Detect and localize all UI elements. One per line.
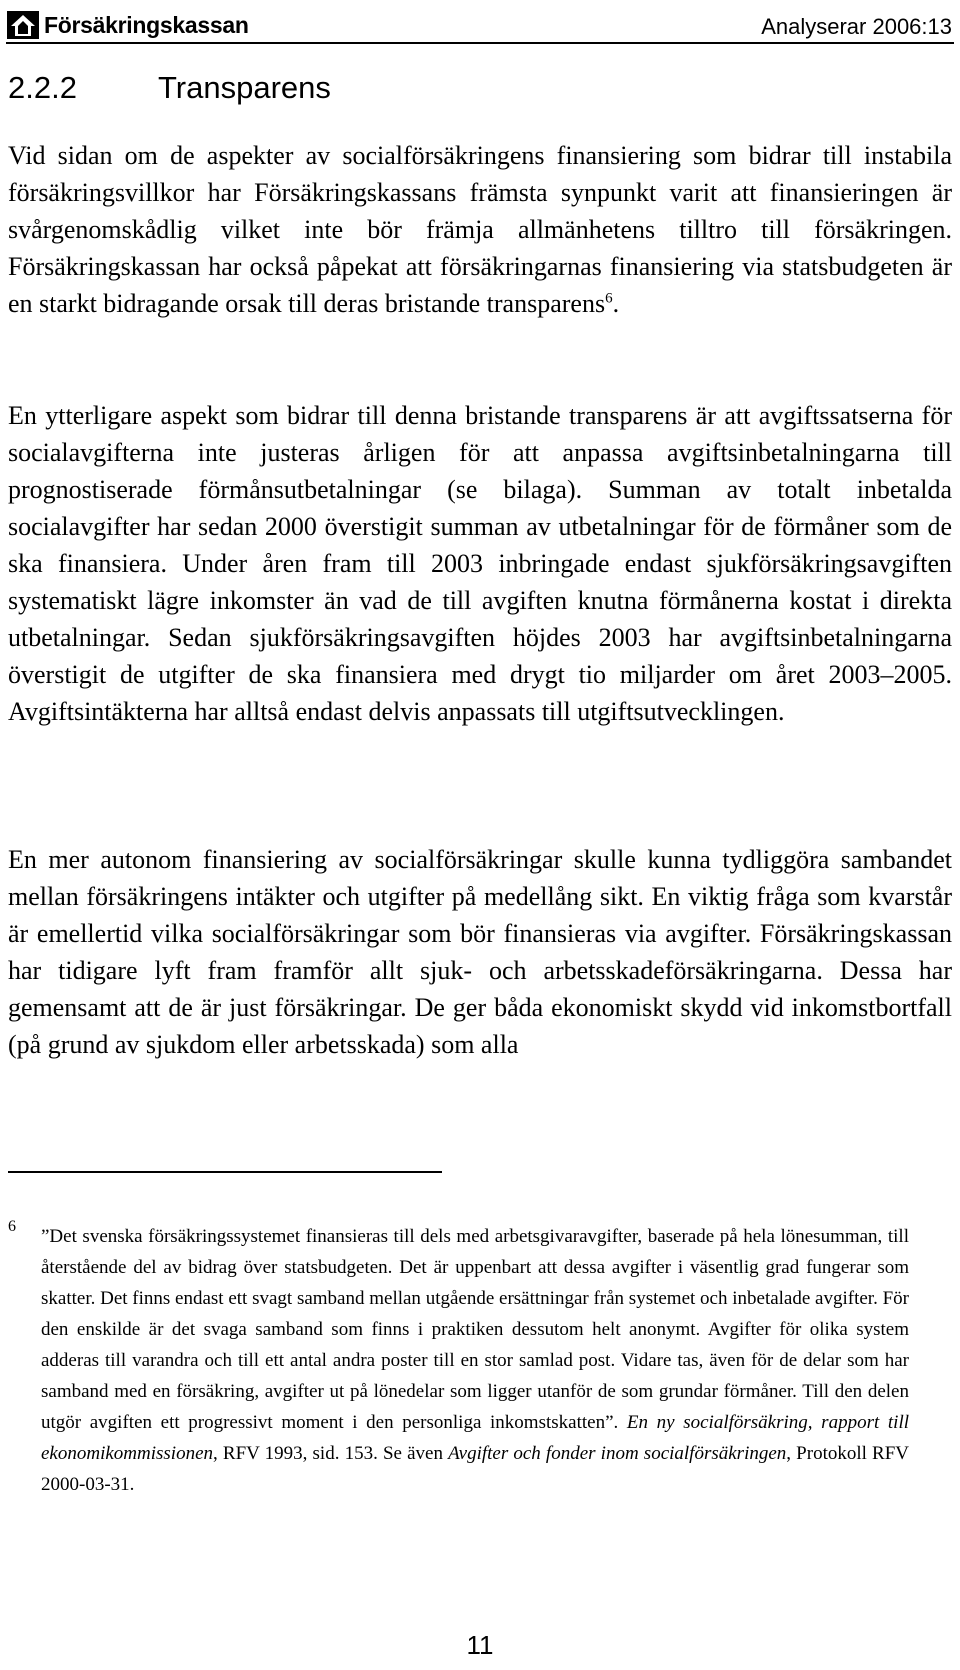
footnote-ref2-rest: , Protokoll RFV 2000-03-31. <box>41 1443 909 1495</box>
paragraph-1 <box>8 137 952 322</box>
house-logo-icon <box>6 10 40 40</box>
footnote-ref2-title: Avgifter och fonder inom socialförsäkringen <box>448 1443 787 1464</box>
page-header <box>6 6 954 44</box>
footnote-body <box>41 1221 909 1500</box>
paragraph-2 <box>8 397 952 730</box>
footnote-ref1-title: En ny socialförsäkring, rapport till ekonomikommissionen <box>41 1412 909 1464</box>
footnote-reference[interactable]: 6 <box>605 290 613 307</box>
footnote-mark: 6 <box>8 1218 16 1235</box>
paragraph-3-text: En mer autonom finansiering av socialförsäkringar skulle kunna tydliggöra sambandet mellan försäkringens intäkter och utgifter på medellång sikt. En viktig fråga som kvarstår är emellertid vilka socialförsäkringar som bör finansieras via avgifter. Försäkringskassan har tidigare lyft fram framför allt sjuk- och arbetsskadeförsäkringarna. Dessa har gemensamt att de är just försäkringar. De ger båda ekonomiskt skydd vid inkomstbortfall (på grund av sjukdom eller arbetsskada) som alla <box>8 845 952 1059</box>
section-heading <box>8 70 331 106</box>
org-logo <box>6 10 249 40</box>
section-title: Transparens <box>158 70 331 105</box>
footnote-quote: ”Det svenska försäkringssystemet finansieras till dels med arbetsgivaravgifter, baserade på hela lönesumman, till återstående del av bidrag över statsbudgeten. Det är uppenbart att dessa avgifter i väsentlig grad fungerar som skatter. Det finns endast ett svagt samband mellan utgående ersättningar från systemet och inbetalade avgifter. För den enskilde är det svaga samband som finns i praktiken dessutom helt anonymt. Avgifter för olika system adderas till varandra och till ett antal andra poster till en stor samlad post. Vidare tas, även för de delar som har samband med en försäkring, avgifter ut på lönedelar som ligger utanför de som grundar förmåner. Till den delen utgör avgiften ett progressivt moment i den personliga inkomstskatten”. <box>41 1226 909 1433</box>
page-number: 11 <box>466 1630 494 1660</box>
footnote <box>8 1218 952 1500</box>
paragraph-3 <box>8 841 952 1063</box>
org-name: Försäkringskassan <box>44 11 249 38</box>
paragraph-2-text: En ytterligare aspekt som bidrar till denna bristande transparens är att avgiftssatserna för socialavgifterna inte justeras årligen för att anpassa avgiftsinbetalningarna till prognostiserade förmånsutbetalningar (se bilaga). Summan av totalt inbetalda socialavgifter har sedan 2000 överstigit summan av utbetalningar för de förmåner som de ska finansiera. Under åren fram till 2003 inbringade endast sjukförsäkringsavgiften systematiskt lägre inkomster än vad de till avgiften knutna förmånerna kostat i direkta utbetalningar. Sedan sjukförsäkringsavgiften höjdes 2003 har avgiftsinbetalningarna överstigit de utgifter de ska finansiera med drygt tio miljarder om året 2003–2005. Avgiftsintäkterna har alltså endast delvis anpassats till utgiftsutvecklingen. <box>8 401 952 726</box>
footnote-ref1-rest: , RFV 1993, sid. 153. Se även <box>213 1443 443 1464</box>
document-id: Analyserar 2006:13 <box>761 14 952 39</box>
footnote-separator <box>8 1171 442 1173</box>
section-number: 2.2.2 <box>8 70 77 105</box>
paragraph-1-text: Vid sidan om de aspekter av socialförsäkringens finansiering som bidrar till instabila försäkringsvillkor har Försäkringskassans främsta synpunkt varit att finansieringen är svårgenomskådlig vilket inte bör främja allmänhetens tilltro till försäkringen. Försäkringskassan har också påpekat att försäkringarnas finansiering via statsbudgeten är en starkt bidragande orsak till deras bristande transparens <box>8 141 952 318</box>
paragraph-1-end: . <box>612 289 620 318</box>
